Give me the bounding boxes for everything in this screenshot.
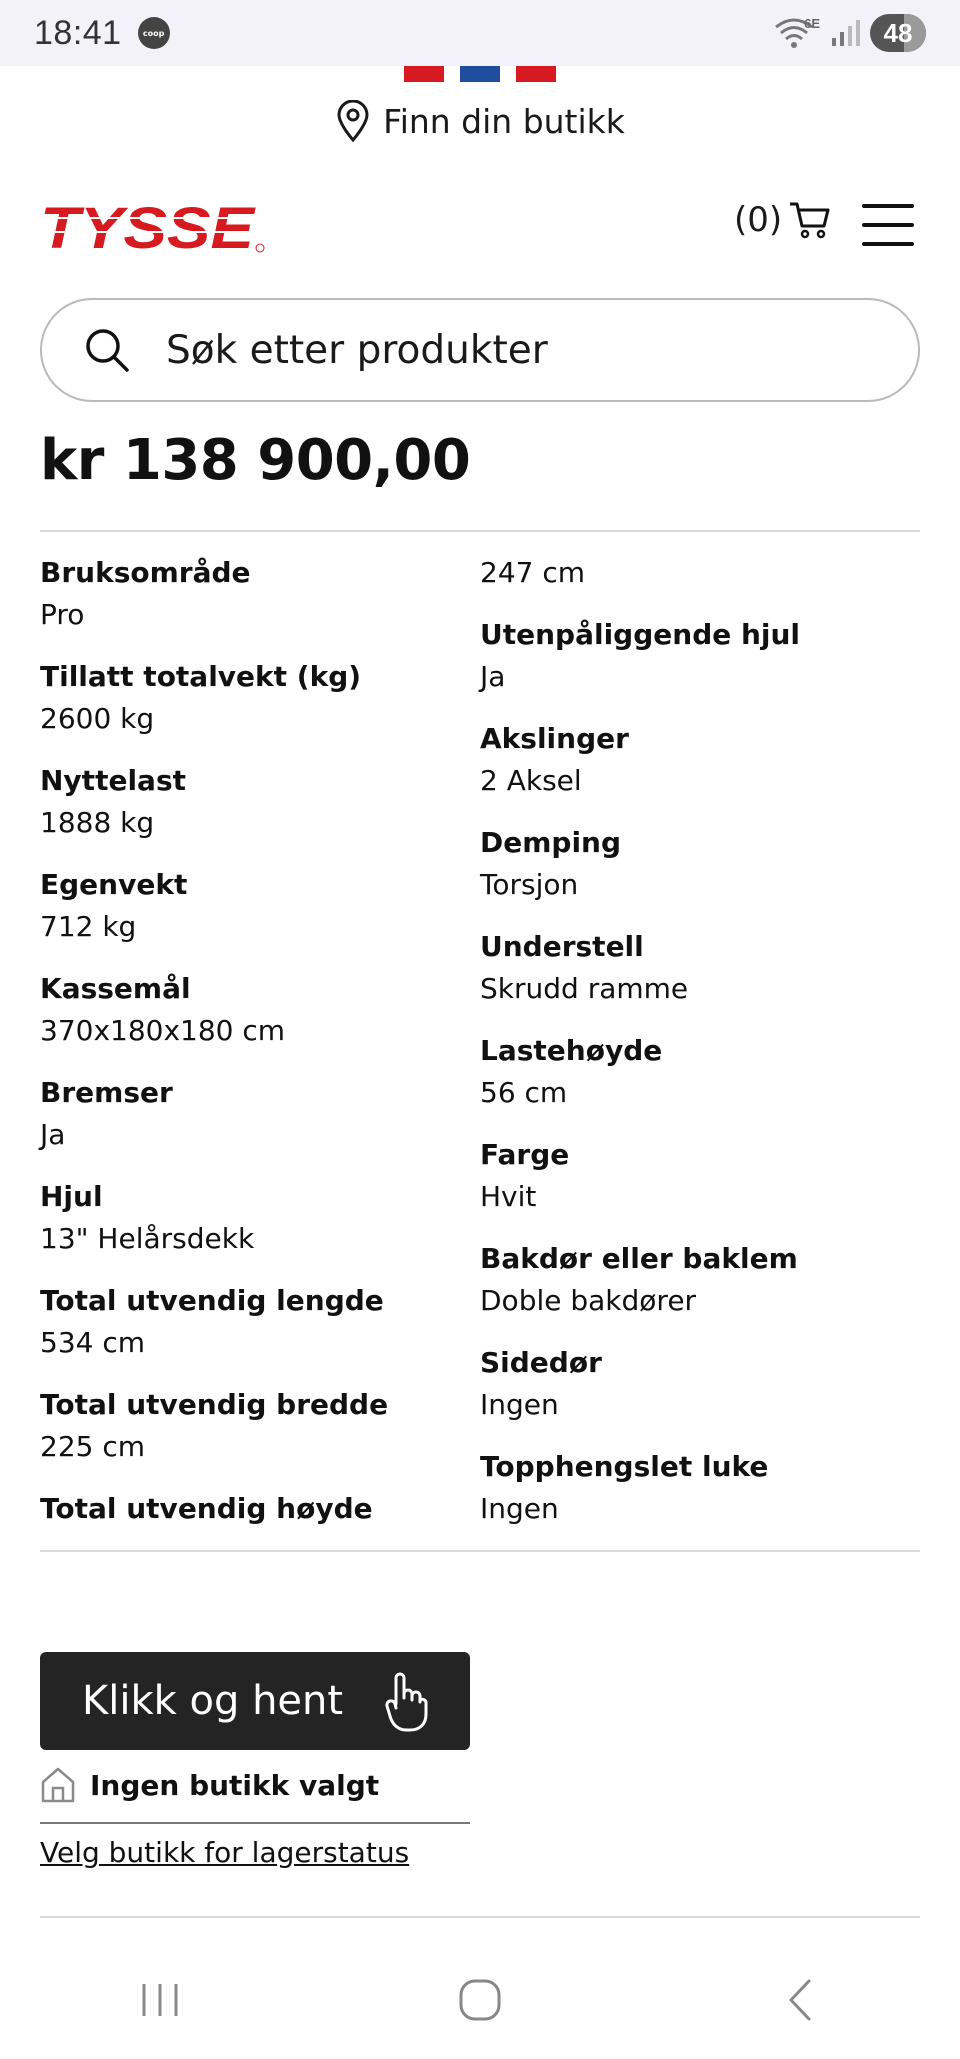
find-store-label: Finn din butikk — [383, 101, 625, 141]
spec-label: Total utvendig høyde — [40, 1492, 373, 1525]
divider — [40, 530, 920, 532]
recent-apps-icon[interactable] — [130, 1970, 190, 2030]
search-input[interactable] — [166, 328, 866, 373]
store-icon — [40, 1766, 76, 1804]
spec-value: 370x180x180 cm — [40, 1014, 286, 1047]
coop-app-icon: coop — [138, 17, 170, 49]
flag-red — [516, 66, 556, 82]
spec-label: Akslinger — [480, 722, 629, 755]
search-icon[interactable] — [84, 327, 130, 373]
divider — [40, 1550, 920, 1552]
specs-left-column — [40, 554, 460, 1594]
spec-value: 13" Helårsdekk — [40, 1222, 255, 1255]
spec-value: 2600 kg — [40, 702, 155, 735]
spec-label: Hjul — [40, 1180, 103, 1213]
spec-label: Utenpåliggende hjul — [480, 618, 801, 651]
spec-value: Ja — [480, 660, 506, 693]
system-nav-bar — [0, 1940, 960, 2059]
spec-value: Ingen — [480, 1388, 559, 1421]
flag-strip — [404, 66, 556, 82]
battery-indicator — [870, 14, 926, 52]
spec-value: 225 cm — [40, 1430, 146, 1463]
status-bar — [0, 0, 960, 66]
spec-value: Ja — [40, 1118, 66, 1151]
spec-label: Nyttelast — [40, 764, 186, 797]
spec-label: Total utvendig lengde — [40, 1284, 384, 1317]
spec-item — [480, 1344, 900, 1448]
spec-value: 712 kg — [40, 910, 137, 943]
click-and-collect-button[interactable] — [40, 1652, 470, 1750]
spec-label: Bremser — [40, 1076, 173, 1109]
spec-label: Bruksområde — [40, 556, 251, 589]
spec-item — [480, 928, 900, 1032]
spec-item — [40, 658, 460, 762]
spec-label: Lastehøyde — [480, 1034, 663, 1067]
spec-item — [40, 866, 460, 970]
cart-icon — [788, 200, 832, 240]
spec-item — [40, 762, 460, 866]
tysse-logo[interactable] — [40, 198, 266, 258]
spec-item — [40, 1386, 460, 1490]
spec-value: 1888 kg — [40, 806, 155, 839]
divider — [40, 1916, 920, 1918]
product-price: kr 138 900,00 — [40, 428, 471, 493]
spec-item — [480, 1240, 900, 1344]
spec-item — [480, 720, 900, 824]
search-bar[interactable] — [40, 298, 920, 402]
hamburger-menu-icon[interactable] — [862, 204, 914, 246]
spec-value: 534 cm — [40, 1326, 146, 1359]
spec-item — [480, 1136, 900, 1240]
battery-level: 48 — [883, 17, 913, 48]
spec-value: Hvit — [480, 1180, 537, 1213]
spec-item — [40, 1282, 460, 1386]
spec-value: Torsjon — [480, 868, 579, 901]
spec-label: Sidedør — [480, 1346, 602, 1379]
spec-value: Doble bakdører — [480, 1284, 697, 1317]
spec-value: 2 Aksel — [480, 764, 582, 797]
pointer-hand-icon — [384, 1670, 428, 1732]
spec-item — [480, 824, 900, 928]
select-store-link[interactable]: Velg butikk for lagerstatus — [40, 1836, 410, 1869]
cart-button[interactable] — [734, 200, 832, 240]
flag-blue — [460, 66, 500, 82]
signal-icon — [830, 18, 860, 48]
divider — [40, 1822, 470, 1824]
status-icons — [772, 14, 926, 52]
spec-item — [480, 616, 900, 720]
spec-label: Tillatt totalvekt (kg) — [40, 660, 362, 693]
spec-label: Kassemål — [40, 972, 191, 1005]
no-store-label: Ingen butikk valgt — [90, 1768, 380, 1802]
back-icon[interactable] — [770, 1970, 830, 2030]
spec-label: Total utvendig bredde — [40, 1388, 389, 1421]
specs-right-column — [480, 554, 900, 1552]
spec-item — [40, 1074, 460, 1178]
spec-item — [40, 1178, 460, 1282]
cart-count: (0) — [734, 200, 783, 240]
spec-value: Pro — [40, 598, 85, 631]
logo-text: TYSSE — [40, 198, 257, 258]
spec-value: Skrudd ramme — [480, 972, 689, 1005]
spec-item — [40, 554, 460, 658]
spec-label: Egenvekt — [40, 868, 188, 901]
spec-value: Ingen — [480, 1492, 559, 1525]
spec-item — [480, 1448, 900, 1552]
spec-label: Bakdør eller baklem — [480, 1242, 798, 1275]
location-pin-icon — [335, 100, 371, 142]
spec-label: Topphengslet luke — [480, 1450, 769, 1483]
flag-red — [404, 66, 444, 82]
network-type: 6E — [804, 15, 820, 31]
click-and-collect-label: Klikk og hent — [82, 1678, 344, 1724]
spec-label: Farge — [480, 1138, 570, 1171]
spec-value: 247 cm — [480, 556, 586, 589]
spec-item — [40, 1490, 460, 1594]
spec-item — [480, 1032, 900, 1136]
spec-item — [40, 970, 460, 1074]
spec-value: 56 cm — [480, 1076, 568, 1109]
home-icon[interactable] — [450, 1970, 510, 2030]
status-time: 18:41 — [34, 13, 122, 52]
find-store-link[interactable] — [0, 100, 960, 142]
spec-label: Demping — [480, 826, 622, 859]
spec-label: Understell — [480, 930, 644, 963]
store-status — [40, 1766, 379, 1804]
